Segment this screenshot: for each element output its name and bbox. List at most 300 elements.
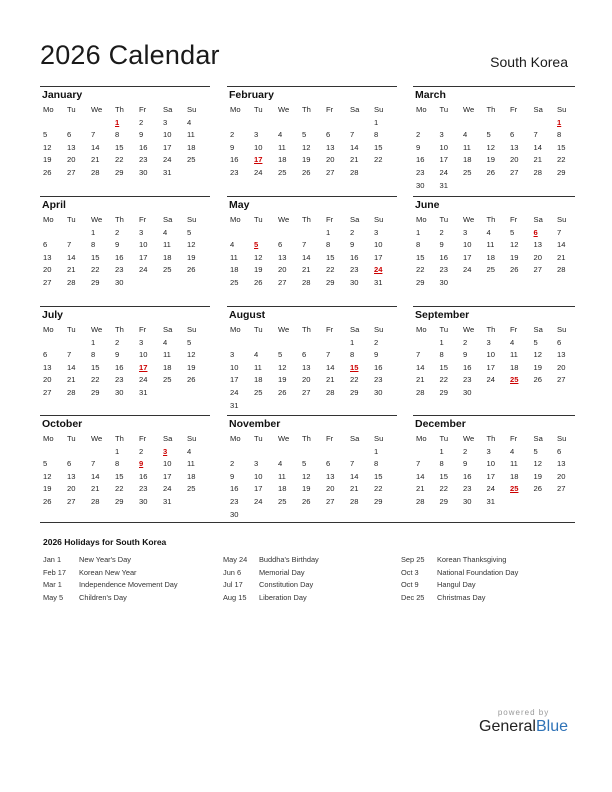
- day-cell: 14: [67, 362, 76, 372]
- weekday-label: Fr: [139, 434, 147, 443]
- weekday-label: Th: [486, 105, 496, 114]
- day-cell: 2: [439, 227, 444, 237]
- day-cell: 7: [326, 350, 331, 360]
- day-cell: 12: [302, 142, 311, 152]
- day-cell: 30: [230, 509, 239, 519]
- day-cell: 14: [350, 142, 359, 152]
- day-cell: 6: [43, 350, 48, 360]
- day-cell: 29: [439, 387, 448, 397]
- day-cell: 19: [302, 155, 311, 165]
- day-cell: 27: [67, 496, 76, 506]
- day-cell: 30: [374, 387, 383, 397]
- day-cell: 17: [139, 252, 148, 262]
- day-cell: 28: [416, 387, 425, 397]
- day-cell: 3: [374, 227, 379, 237]
- page-title: 2026 Calendar: [40, 40, 220, 70]
- day-cell: 1: [439, 337, 444, 347]
- holiday-date: Aug 15: [223, 593, 247, 603]
- day-cell: 23: [139, 155, 148, 165]
- weekday-label: Su: [374, 105, 384, 114]
- day-cell: 20: [557, 362, 566, 372]
- month-january: [40, 86, 210, 180]
- day-cell: 21: [326, 375, 335, 385]
- month-header: [413, 86, 575, 103]
- day-cell: 21: [416, 484, 425, 494]
- day-cell: 8: [439, 459, 444, 469]
- day-cell: 16: [374, 362, 383, 372]
- day-cell: 10: [139, 350, 148, 360]
- month-name: June: [415, 199, 440, 211]
- day-cell: 9: [463, 350, 468, 360]
- weekday-label: Sa: [163, 434, 173, 443]
- holiday-column: [223, 554, 393, 605]
- weekday-label: Sa: [350, 215, 360, 224]
- month-day-grid: [227, 104, 397, 180]
- day-cell: 29: [416, 277, 425, 287]
- weekday-label: Th: [115, 105, 124, 114]
- day-cell: 10: [139, 240, 148, 250]
- day-cell: 15: [557, 142, 566, 152]
- day-cell: 29: [115, 496, 124, 506]
- day-cell: 15: [115, 142, 124, 152]
- day-cell: 26: [254, 277, 263, 287]
- day-cell: 1: [439, 446, 444, 456]
- weekday-label: Tu: [439, 215, 449, 224]
- day-cell: 19: [278, 375, 287, 385]
- weekday-label: Fr: [326, 215, 334, 224]
- day-cell: 23: [439, 265, 448, 275]
- holiday-day-cell: 3: [163, 446, 168, 456]
- day-cell: 4: [510, 446, 515, 456]
- holiday-name: Children's Day: [79, 593, 127, 603]
- month-day-grid: [40, 433, 210, 509]
- month-day-grid: [413, 324, 575, 400]
- day-cell: 30: [416, 180, 425, 190]
- day-cell: 12: [533, 459, 542, 469]
- day-cell: 27: [67, 167, 76, 177]
- day-cell: 12: [43, 142, 52, 152]
- month-header: [413, 196, 575, 213]
- day-cell: 19: [486, 155, 495, 165]
- empty-cell: [251, 337, 275, 350]
- weekday-label: Tu: [254, 215, 263, 224]
- day-cell: 13: [67, 142, 76, 152]
- day-cell: 17: [254, 484, 263, 494]
- month-header: [413, 415, 575, 432]
- day-cell: 15: [91, 362, 100, 372]
- weekday-label: We: [278, 434, 290, 443]
- holiday-date: Dec 25: [401, 593, 425, 603]
- day-cell: 17: [230, 375, 239, 385]
- month-name: November: [229, 418, 281, 430]
- empty-cell: [40, 227, 64, 240]
- day-cell: 23: [230, 167, 239, 177]
- day-cell: 29: [557, 167, 566, 177]
- empty-cell: [227, 337, 251, 350]
- day-cell: 20: [326, 155, 335, 165]
- day-cell: 20: [67, 155, 76, 165]
- weekday-label: Th: [302, 215, 311, 224]
- day-cell: 21: [91, 155, 100, 165]
- weekday-label: Sa: [350, 105, 360, 114]
- month-april: [40, 196, 210, 290]
- weekday-label: Sa: [163, 215, 173, 224]
- weekday-label: Su: [557, 215, 567, 224]
- day-cell: 21: [67, 375, 76, 385]
- empty-cell: [275, 117, 299, 130]
- day-cell: 17: [439, 155, 448, 165]
- day-cell: 11: [278, 471, 286, 481]
- day-cell: 6: [278, 240, 283, 250]
- weekday-label: Su: [187, 325, 197, 334]
- day-cell: 18: [486, 252, 495, 262]
- day-cell: 15: [91, 252, 100, 262]
- month-september: [413, 306, 575, 400]
- day-cell: 22: [374, 155, 383, 165]
- day-cell: 29: [439, 496, 448, 506]
- day-cell: 16: [439, 252, 448, 262]
- weekday-label: Sa: [533, 105, 543, 114]
- day-cell: 9: [416, 142, 421, 152]
- holiday-date: Sep 25: [401, 555, 425, 564]
- empty-cell: [347, 446, 371, 459]
- brand-name-part2: Blue: [535, 718, 568, 735]
- weekday-label: Fr: [510, 105, 518, 114]
- day-cell: 23: [463, 484, 472, 494]
- day-cell: 11: [254, 362, 262, 372]
- holiday-day-cell: 15: [350, 362, 359, 372]
- day-cell: 6: [43, 240, 48, 250]
- weekday-label: Tu: [254, 105, 263, 114]
- empty-cell: [251, 227, 275, 240]
- holiday-day-cell: 5: [254, 240, 259, 250]
- month-header: [40, 196, 210, 213]
- day-cell: 22: [439, 484, 448, 494]
- day-cell: 23: [463, 375, 472, 385]
- day-cell: 24: [254, 496, 263, 506]
- month-day-grid: [413, 433, 575, 509]
- weekday-label: Fr: [139, 105, 147, 114]
- weekday-label: Th: [486, 325, 496, 334]
- empty-cell: [251, 446, 275, 459]
- weekday-label: Mo: [416, 325, 427, 334]
- day-cell: 23: [350, 265, 359, 275]
- day-cell: 27: [557, 375, 566, 385]
- day-cell: 25: [278, 496, 287, 506]
- day-cell: 4: [230, 240, 235, 250]
- day-cell: 9: [374, 350, 379, 360]
- weekday-label: Fr: [510, 215, 518, 224]
- day-cell: 18: [510, 471, 519, 481]
- weekday-label: Fr: [326, 105, 334, 114]
- weekday-label: Fr: [326, 434, 334, 443]
- day-cell: 12: [43, 471, 52, 481]
- day-cell: 31: [163, 167, 172, 177]
- day-cell: 13: [326, 142, 335, 152]
- holiday-day-cell: 1: [115, 117, 120, 127]
- day-cell: 9: [230, 471, 235, 481]
- day-cell: 29: [326, 277, 335, 287]
- weekday-label: Th: [486, 215, 496, 224]
- holiday-name: New Year's Day: [79, 555, 131, 564]
- weekday-label: Tu: [67, 434, 76, 443]
- month-day-grid: [413, 104, 575, 192]
- day-cell: 5: [510, 227, 515, 237]
- holiday-date: Mar 1: [43, 580, 62, 590]
- day-cell: 23: [139, 484, 148, 494]
- weekday-label: Fr: [510, 434, 518, 443]
- day-cell: 5: [302, 459, 307, 469]
- day-cell: 1: [350, 337, 355, 347]
- holiday-list: [40, 522, 575, 603]
- day-cell: 1: [91, 337, 96, 347]
- weekday-label: Fr: [510, 325, 518, 334]
- month-may: [227, 196, 397, 290]
- day-cell: 7: [91, 459, 96, 469]
- weekday-label: Sa: [350, 434, 360, 443]
- empty-cell: [437, 117, 461, 130]
- weekday-label: Mo: [43, 434, 54, 443]
- day-cell: 19: [302, 484, 311, 494]
- month-june: [413, 196, 575, 290]
- day-cell: 11: [187, 130, 195, 140]
- weekday-label: Mo: [43, 325, 54, 334]
- weekday-label: Sa: [163, 325, 173, 334]
- weekday-label: Tu: [254, 434, 263, 443]
- empty-cell: [299, 446, 323, 459]
- month-name: March: [415, 89, 446, 101]
- day-cell: 13: [326, 471, 335, 481]
- weekday-label: Th: [115, 325, 124, 334]
- month-day-grid: [227, 324, 397, 412]
- month-november: [227, 415, 397, 521]
- day-cell: 24: [139, 375, 148, 385]
- empty-cell: [40, 337, 64, 350]
- day-cell: 27: [278, 277, 287, 287]
- day-cell: 11: [230, 252, 238, 262]
- day-cell: 5: [486, 130, 491, 140]
- day-cell: 8: [91, 350, 96, 360]
- day-cell: 12: [278, 362, 287, 372]
- day-cell: 7: [533, 130, 538, 140]
- day-cell: 28: [350, 496, 359, 506]
- day-cell: 13: [43, 362, 52, 372]
- month-header: [227, 415, 397, 432]
- day-cell: 1: [91, 227, 96, 237]
- empty-cell: [64, 337, 88, 350]
- holiday-day-cell: 9: [139, 459, 144, 469]
- day-cell: 4: [463, 130, 468, 140]
- holiday-item: [43, 579, 213, 592]
- day-cell: 20: [278, 265, 287, 275]
- day-cell: 4: [187, 117, 192, 127]
- day-cell: 5: [302, 130, 307, 140]
- day-cell: 13: [557, 459, 566, 469]
- empty-cell: [275, 446, 299, 459]
- day-cell: 30: [439, 277, 448, 287]
- weekday-label: Th: [302, 105, 311, 114]
- empty-cell: [299, 337, 323, 350]
- day-cell: 6: [67, 130, 72, 140]
- empty-cell: [507, 117, 531, 130]
- empty-cell: [275, 337, 299, 350]
- month-day-grid: [413, 214, 575, 290]
- empty-cell: [299, 117, 323, 130]
- month-day-grid: [40, 324, 210, 400]
- day-cell: 13: [67, 471, 76, 481]
- holiday-name: Korean Thanksgiving: [437, 555, 507, 564]
- day-cell: 10: [254, 471, 263, 481]
- day-cell: 27: [43, 277, 52, 287]
- weekday-label: Tu: [439, 105, 449, 114]
- day-cell: 31: [230, 400, 239, 410]
- powered-by-text: powered by: [497, 708, 550, 717]
- day-cell: 18: [254, 375, 263, 385]
- day-cell: 30: [115, 387, 124, 397]
- day-cell: 7: [302, 240, 307, 250]
- month-december: [413, 415, 575, 509]
- day-cell: 21: [533, 155, 542, 165]
- holiday-item: [223, 567, 393, 580]
- day-cell: 10: [230, 362, 239, 372]
- empty-cell: [323, 446, 347, 459]
- empty-cell: [413, 337, 437, 350]
- day-cell: 2: [230, 459, 235, 469]
- weekday-label: Su: [557, 325, 567, 334]
- day-cell: 16: [463, 471, 472, 481]
- day-cell: 6: [557, 337, 562, 347]
- day-cell: 3: [486, 446, 491, 456]
- weekday-label: We: [463, 105, 475, 114]
- holiday-date: May 5: [43, 593, 64, 603]
- month-day-grid: [40, 104, 210, 180]
- month-name: October: [42, 418, 83, 430]
- day-cell: 24: [486, 484, 495, 494]
- holiday-list-title: 2026 Holidays for South Korea: [43, 537, 167, 547]
- day-cell: 11: [510, 350, 518, 360]
- empty-cell: [323, 337, 347, 350]
- weekday-label: Mo: [230, 434, 241, 443]
- weekday-label: Sa: [350, 325, 360, 334]
- day-cell: 11: [278, 142, 286, 152]
- month-name: May: [229, 199, 250, 211]
- month-header: [40, 306, 210, 323]
- month-name: July: [42, 309, 64, 321]
- day-cell: 29: [374, 496, 383, 506]
- empty-cell: [64, 227, 88, 240]
- day-cell: 16: [350, 252, 359, 262]
- day-cell: 13: [510, 142, 519, 152]
- day-cell: 13: [43, 252, 52, 262]
- holiday-name: National Foundation Day: [437, 567, 519, 577]
- holiday-name: Constitution Day: [259, 580, 314, 590]
- weekday-label: Fr: [139, 325, 147, 334]
- day-cell: 14: [91, 471, 100, 481]
- day-cell: 14: [533, 142, 542, 152]
- brand-name-part1: General: [479, 718, 536, 735]
- day-cell: 3: [463, 227, 468, 237]
- day-cell: 30: [350, 277, 359, 287]
- empty-cell: [40, 117, 64, 130]
- day-cell: 2: [350, 227, 355, 237]
- day-cell: 12: [533, 350, 542, 360]
- day-cell: 1: [416, 227, 421, 237]
- day-cell: 11: [163, 240, 171, 250]
- day-cell: 21: [350, 155, 359, 165]
- day-cell: 8: [416, 240, 421, 250]
- day-cell: 19: [43, 484, 52, 494]
- day-cell: 14: [416, 362, 425, 372]
- day-cell: 13: [557, 350, 566, 360]
- day-cell: 26: [43, 496, 52, 506]
- day-cell: 20: [302, 375, 311, 385]
- weekday-label: Fr: [139, 215, 147, 224]
- day-cell: 28: [416, 496, 425, 506]
- day-cell: 4: [278, 130, 283, 140]
- day-cell: 4: [163, 227, 168, 237]
- holiday-name: Christmas Day: [437, 593, 486, 603]
- weekday-label: Su: [557, 105, 567, 114]
- day-cell: 31: [139, 387, 148, 397]
- day-cell: 7: [91, 130, 96, 140]
- day-cell: 21: [302, 265, 311, 275]
- weekday-label: Su: [374, 215, 384, 224]
- day-cell: 3: [230, 350, 235, 360]
- day-cell: 20: [533, 252, 542, 262]
- day-cell: 4: [510, 337, 515, 347]
- day-cell: 15: [416, 252, 425, 262]
- day-cell: 5: [43, 130, 48, 140]
- day-cell: 31: [439, 180, 448, 190]
- day-cell: 25: [278, 167, 287, 177]
- weekday-label: We: [278, 105, 290, 114]
- weekday-label: Mo: [416, 215, 427, 224]
- day-cell: 19: [254, 265, 263, 275]
- day-cell: 26: [302, 167, 311, 177]
- day-cell: 16: [115, 252, 124, 262]
- holiday-column: [401, 554, 571, 605]
- day-cell: 1: [374, 117, 379, 127]
- day-cell: 2: [463, 446, 468, 456]
- day-cell: 6: [326, 459, 331, 469]
- day-cell: 24: [463, 265, 472, 275]
- day-cell: 19: [533, 362, 542, 372]
- day-cell: 15: [374, 471, 383, 481]
- day-cell: 23: [374, 375, 383, 385]
- month-july: [40, 306, 210, 400]
- day-cell: 30: [463, 496, 472, 506]
- day-cell: 1: [326, 227, 331, 237]
- day-cell: 28: [91, 496, 100, 506]
- day-cell: 15: [439, 362, 448, 372]
- month-name: January: [42, 89, 83, 101]
- holiday-day-cell: 24: [374, 265, 383, 275]
- empty-cell: [40, 446, 64, 459]
- day-cell: 12: [510, 240, 519, 250]
- month-header: [227, 86, 397, 103]
- day-cell: 7: [416, 459, 421, 469]
- day-cell: 16: [463, 362, 472, 372]
- holiday-date: Feb 17: [43, 567, 67, 577]
- day-cell: 14: [350, 471, 359, 481]
- day-cell: 17: [163, 471, 172, 481]
- day-cell: 21: [416, 375, 425, 385]
- day-cell: 5: [43, 459, 48, 469]
- day-cell: 28: [67, 277, 76, 287]
- holiday-day-cell: 1: [557, 117, 562, 127]
- day-cell: 5: [187, 227, 192, 237]
- day-cell: 21: [67, 265, 76, 275]
